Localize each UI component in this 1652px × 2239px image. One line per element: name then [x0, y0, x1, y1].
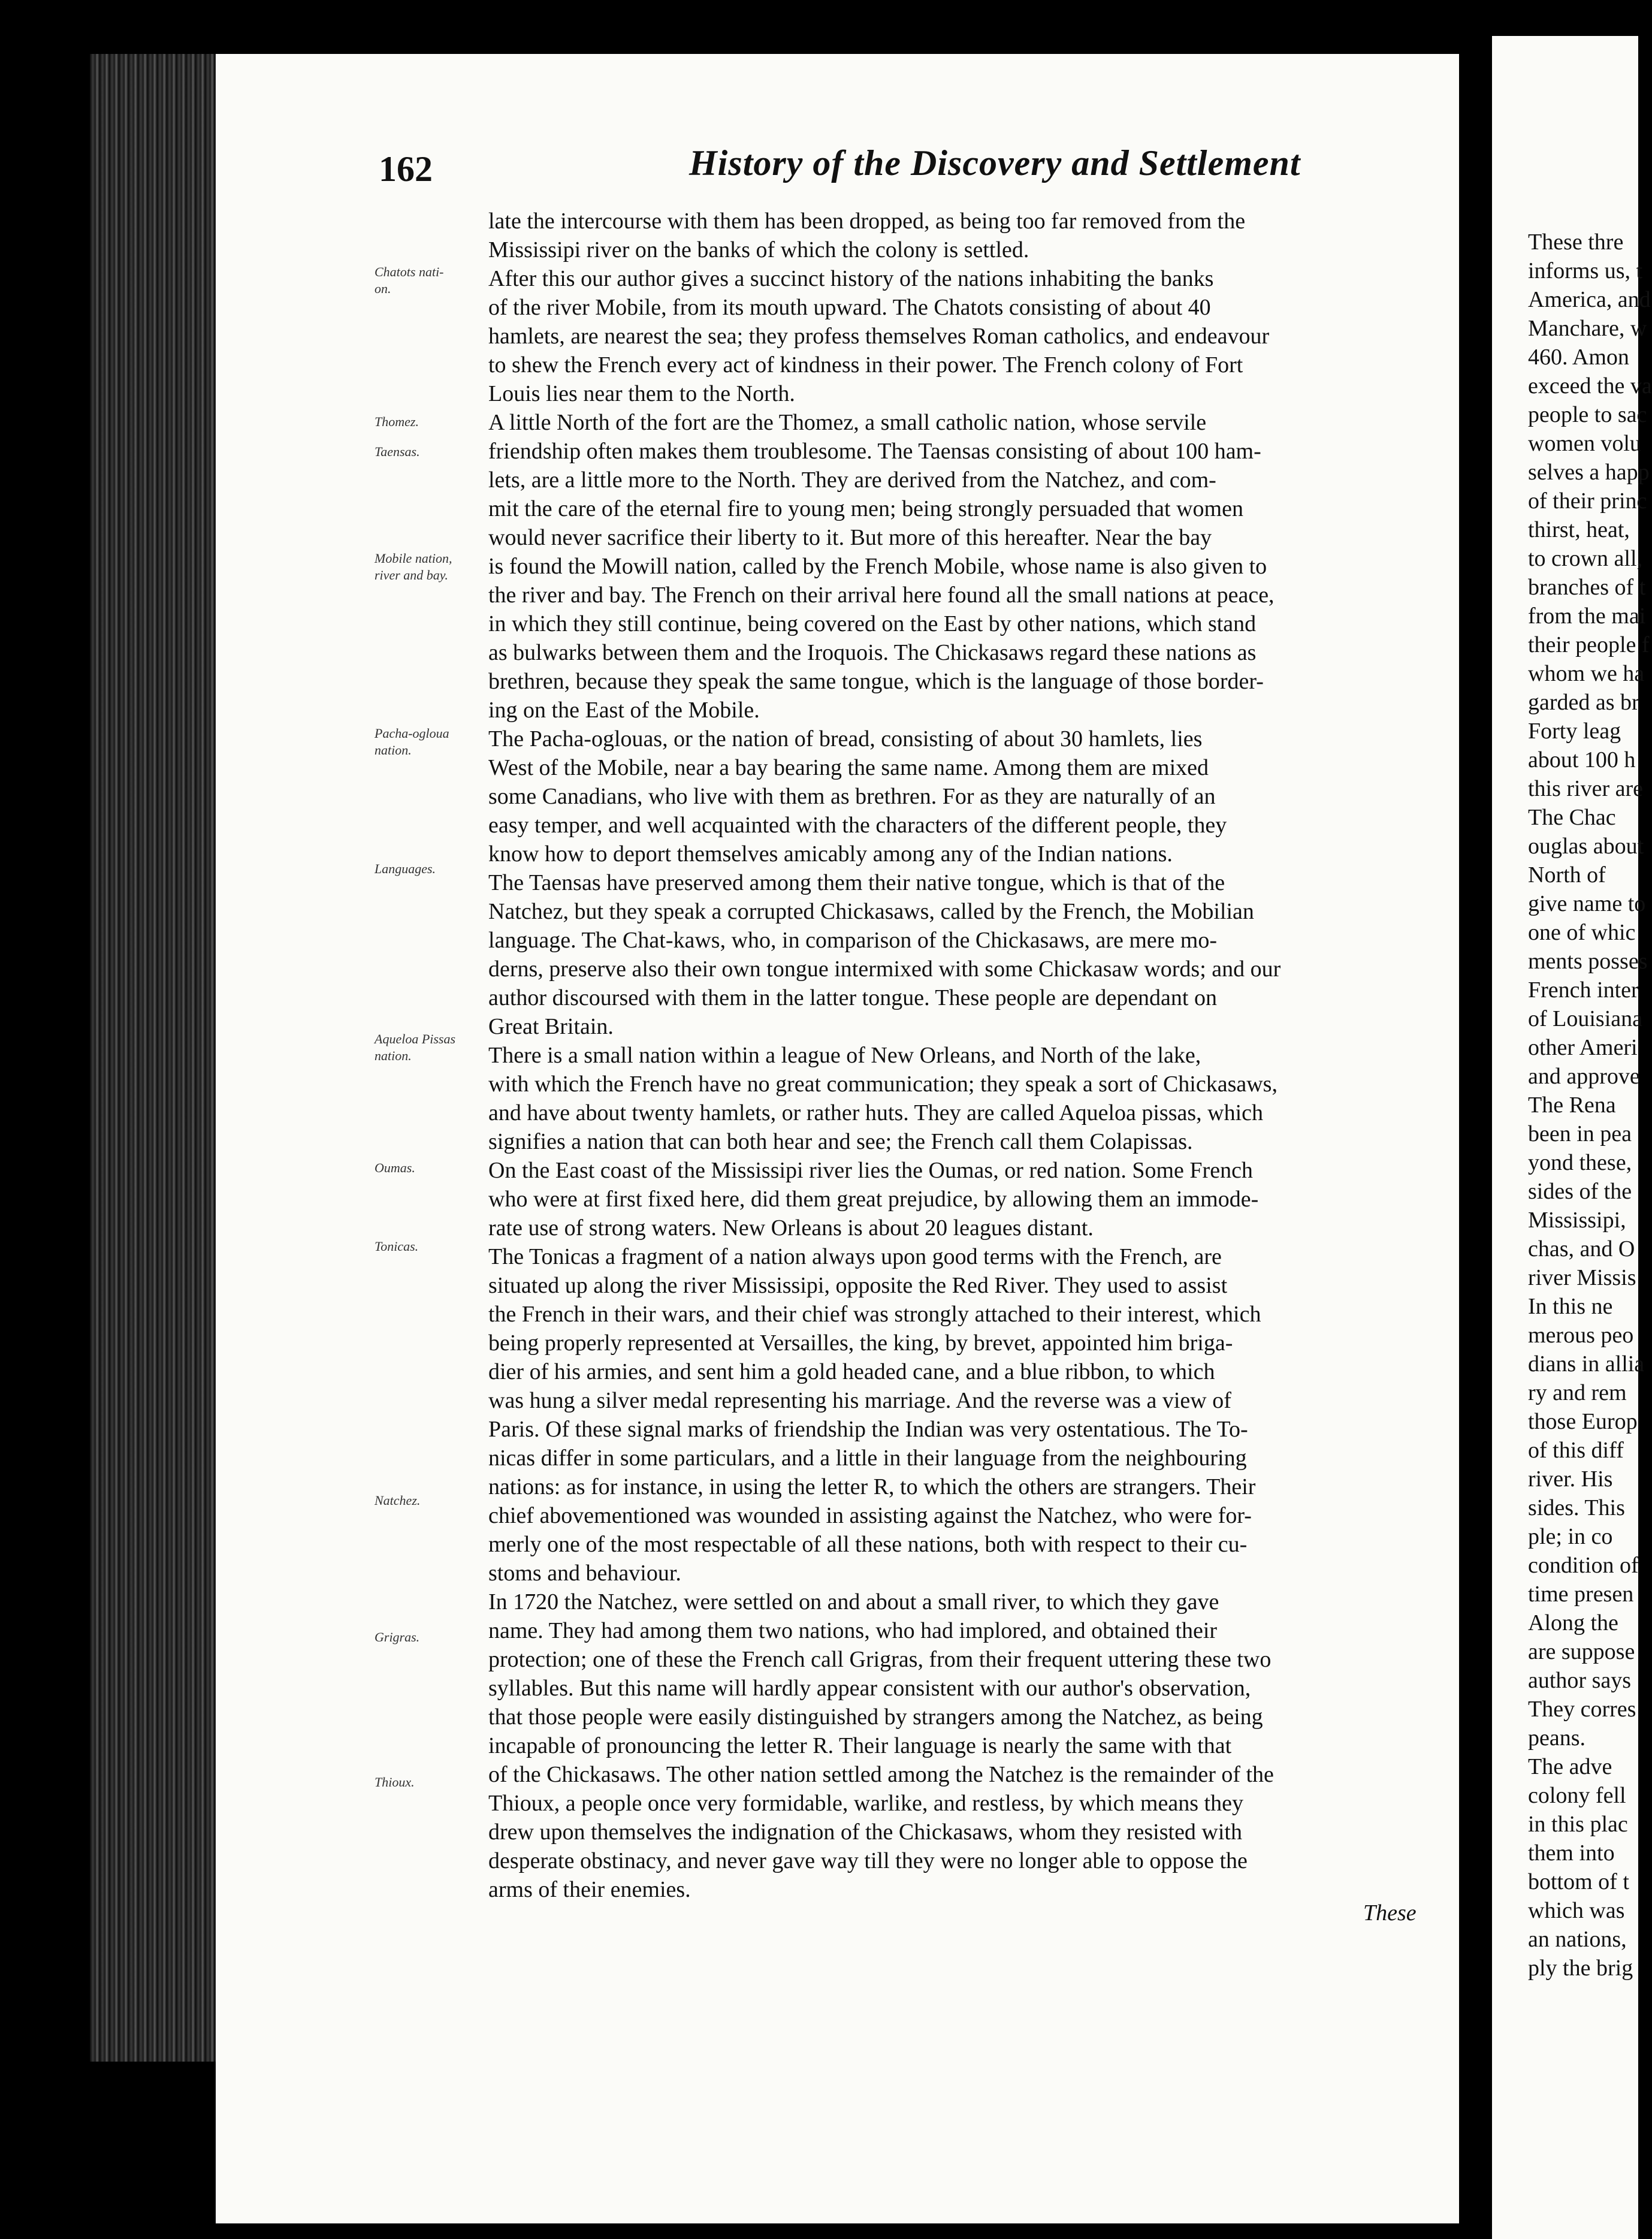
- right-text-line: river. His: [1528, 1466, 1613, 1492]
- right-text-line: exceed the va: [1528, 373, 1652, 399]
- text-line: is found the Mowill nation, called by the French Mobile, whose name is also given to: [488, 554, 1267, 579]
- text-line: being properly represented at Versailles, the king, by brevet, appointed him briga-: [488, 1330, 1233, 1356]
- text-line: derns, preserve also their own tongue intermixed with some Chickasaw words; and our: [488, 956, 1281, 982]
- right-text-line: them into: [1528, 1840, 1615, 1866]
- text-line: desperate obstinacy, and never gave way till they were no longer able to oppose the: [488, 1848, 1248, 1873]
- right-text-line: river Missis: [1528, 1265, 1636, 1290]
- running-head: History of the Discovery and Settlement: [689, 143, 1301, 183]
- text-line: who were at first fixed here, did them great prejudice, by allowing them an immode-: [488, 1187, 1259, 1212]
- book-edge: [90, 54, 219, 2062]
- text-line: dier of his armies, and sent him a gold headed cane, and a blue ribbon, to which: [488, 1359, 1215, 1384]
- right-text-line: ouglas about: [1528, 834, 1644, 859]
- margin-note-oumas: Oumas.: [375, 1160, 415, 1175]
- right-text-line: 460. Amon: [1528, 345, 1629, 370]
- text-line: late the intercourse with them has been dropped, as being too far removed from the: [488, 209, 1246, 234]
- page-number: 162: [379, 149, 433, 189]
- right-text-line: give name to: [1528, 891, 1646, 916]
- right-text-line: merous peo: [1528, 1323, 1634, 1348]
- right-text-line: ry and rem: [1528, 1380, 1627, 1405]
- right-text-line: Mississipi,: [1528, 1208, 1626, 1233]
- text-line: chief abovementioned was wounded in assisting against the Natchez, who were for-: [488, 1503, 1252, 1528]
- text-line: rate use of strong waters. New Orleans is about 20 leagues distant.: [488, 1215, 1094, 1241]
- right-text-line: garded as br: [1528, 690, 1639, 715]
- text-line: was hung a silver medal representing his marriage. And the reverse was a view of: [488, 1388, 1231, 1413]
- text-line: drew upon themselves the indignation of the Chickasaws, whom they resisted with: [488, 1819, 1242, 1845]
- right-text-line: those Europ: [1528, 1409, 1638, 1434]
- right-text-line: people to sac: [1528, 402, 1647, 427]
- text-line: as bulwarks between them and the Iroquois. The Chickasaws regard these nations as: [488, 640, 1257, 665]
- right-text-line: Forty leag: [1528, 719, 1621, 744]
- right-text-line: author says: [1528, 1668, 1632, 1693]
- text-line: Paris. Of these signal marks of friendship the Indian was very ostentatious. The To-: [488, 1417, 1248, 1442]
- text-line: Natchez, but they speak a corrupted Chickasaws, called by the French, the Mobilian: [488, 899, 1254, 924]
- text-line: nations: as for instance, in using the letter R, to which the others are strangers. Their: [488, 1474, 1256, 1499]
- right-text-line: Manchare, w: [1528, 316, 1647, 341]
- right-text-line: of this diff: [1528, 1438, 1624, 1463]
- text-line: Louis lies near them to the North.: [488, 381, 795, 406]
- right-text-line: dians in allia: [1528, 1351, 1645, 1377]
- text-line: of the Chickasaws. The other nation settled among the Natchez is the remainder of the: [488, 1762, 1274, 1787]
- right-text-line: of Louisiana: [1528, 1006, 1643, 1031]
- margin-note-grigras: Grigras.: [375, 1630, 420, 1644]
- text-line: incapable of pronouncing the letter R. Their language is nearly the same with that: [488, 1733, 1232, 1758]
- right-text-line: America, and: [1528, 287, 1651, 312]
- right-text-line: whom we ha: [1528, 661, 1645, 686]
- text-line: A little North of the fort are the Thomez, a small catholic nation, whose servile: [488, 410, 1207, 435]
- right-text-line: French inter: [1528, 977, 1639, 1003]
- text-line: After this our author gives a succinct history of the nations inhabiting the banks: [488, 266, 1214, 291]
- right-text-line: colony fell: [1528, 1783, 1626, 1808]
- right-text-line: an nations,: [1528, 1927, 1627, 1952]
- margin-note-tonicas: Tonicas.: [375, 1239, 419, 1254]
- text-line: Mississipi river on the banks of which the colony is settled.: [488, 237, 1029, 262]
- right-text-line: one of whic: [1528, 920, 1636, 945]
- text-line: some Canadians, who live with them as brethren. For as they are naturally of an: [488, 784, 1216, 809]
- right-text-line: women volu: [1528, 431, 1641, 456]
- text-line: Great Britain.: [488, 1014, 614, 1039]
- text-line: author discoursed with them in the latter tongue. These people are dependant on: [488, 985, 1217, 1010]
- right-text-line: The Chac: [1528, 805, 1616, 830]
- right-text-line: selves a happ: [1528, 460, 1650, 485]
- right-text-line: been in pea: [1528, 1121, 1632, 1146]
- right-text-line: in this plac: [1528, 1812, 1628, 1837]
- margin-note-natchez: Natchez.: [375, 1493, 421, 1508]
- text-line: of the river Mobile, from its mouth upward. The Chatots consisting of about 40: [488, 295, 1211, 320]
- right-text-line: In this ne: [1528, 1294, 1613, 1319]
- text-line: to shew the French every act of kindness in their power. The French colony of Fort: [488, 352, 1243, 378]
- right-text-line: of their princ: [1528, 488, 1647, 514]
- text-line: and have about twenty hamlets, or rather huts. They are called Aqueloa pissas, which: [488, 1100, 1264, 1125]
- text-line: protection; one of these the French call Grigras, from their frequent uttering these two: [488, 1647, 1272, 1672]
- right-text-line: this river are: [1528, 776, 1644, 801]
- right-text-line: ple; in co: [1528, 1524, 1613, 1549]
- catchword: These: [1363, 1900, 1417, 1926]
- text-line: ing on the East of the Mobile.: [488, 698, 760, 723]
- text-line: signifies a nation that can both hear and see; the French call them Colapissas.: [488, 1129, 1193, 1154]
- text-line: brethren, because they speak the same tongue, which is the language of those border-: [488, 669, 1264, 694]
- right-text-line: condition of: [1528, 1553, 1639, 1578]
- margin-note-thomez: Thomez.: [375, 414, 419, 429]
- text-line: Thioux, a people once very formidable, warlike, and restless, by which means they: [488, 1791, 1243, 1816]
- margin-note-mobile: Mobile nation, river and bay.: [375, 551, 452, 583]
- text-line: The Pacha-oglouas, or the nation of bread, consisting of about 30 hamlets, lies: [488, 726, 1203, 752]
- right-text-line: are suppose: [1528, 1639, 1635, 1664]
- right-text-line: The Rena: [1528, 1093, 1616, 1118]
- text-line: The Taensas have preserved among them their native tongue, which is that of the: [488, 870, 1225, 895]
- text-line: in which they still continue, being covered on the East by other nations, which stand: [488, 611, 1257, 636]
- text-line: friendship often makes them troublesome. The Taensas consisting of about 100 ham-: [488, 439, 1261, 464]
- text-line: the French in their wars, and their chief was strongly attached to their interest, which: [488, 1302, 1261, 1327]
- text-line: There is a small nation within a league of New Orleans, and North of the lake,: [488, 1043, 1201, 1068]
- right-text-line: branches of t: [1528, 575, 1646, 600]
- text-line: lets, are a little more to the North. They are derived from the Natchez, and com-: [488, 467, 1216, 493]
- right-text-line: their people f: [1528, 632, 1650, 657]
- text-line: syllables. But this name will hardly appear consistent with our author's observation,: [488, 1676, 1251, 1701]
- text-line: merly one of the most respectable of all these nations, both with respect to their cu-: [488, 1532, 1248, 1557]
- text-line: would never sacrifice their liberty to it. But more of this hereafter. Near the bay: [488, 525, 1212, 550]
- right-text-line: chas, and O: [1528, 1236, 1635, 1262]
- text-line: nicas differ in some particulars, and a little in their language from the neighbouring: [488, 1446, 1247, 1471]
- right-text-line: other Ameri: [1528, 1035, 1638, 1060]
- right-text-line: These thre: [1528, 230, 1624, 255]
- text-line: easy temper, and well acquainted with the characters of the different people, they: [488, 813, 1227, 838]
- text-line: West of the Mobile, near a bay bearing the same name. Among them are mixed: [488, 755, 1209, 780]
- text-line: hamlets, are nearest the sea; they profess themselves Roman catholics, and endeavour: [488, 324, 1270, 349]
- text-line: In 1720 the Natchez, were settled on and about a small river, to which they gave: [488, 1589, 1219, 1615]
- text-line: stoms and behaviour.: [488, 1561, 681, 1586]
- margin-note-chatots: Chatots nati- on.: [375, 264, 444, 296]
- text-line: The Tonicas a fragment of a nation always upon good terms with the French, are: [488, 1244, 1222, 1269]
- page-gutter: [1459, 0, 1492, 2239]
- right-text-line: about 100 h: [1528, 747, 1636, 773]
- right-text-line: North of: [1528, 862, 1606, 888]
- text-line: arms of their enemies.: [488, 1877, 691, 1902]
- text-line: the river and bay. The French on their arrival here found all the small nations at peace,: [488, 583, 1275, 608]
- right-text-line: which was: [1528, 1898, 1625, 1923]
- right-text-line: peans.: [1528, 1725, 1586, 1751]
- right-text-line: Along the: [1528, 1610, 1618, 1636]
- margin-note-taensas: Taensas.: [375, 444, 420, 459]
- text-line: with which the French have no great communication; they speak a sort of Chickasaws,: [488, 1072, 1277, 1097]
- text-line: On the East coast of the Mississipi river lies the Oumas, or red nation. Some French: [488, 1158, 1253, 1183]
- right-text-line: yond these,: [1528, 1150, 1632, 1175]
- right-text-line: from the mai: [1528, 603, 1646, 629]
- margin-note-aqueloa: Aqueloa Pissas nation.: [375, 1031, 456, 1063]
- right-text-line: The adve: [1528, 1754, 1612, 1779]
- right-text-line: They corres: [1528, 1697, 1636, 1722]
- text-line: language. The Chat-kaws, who, in comparison of the Chickasaws, are mere mo-: [488, 928, 1217, 953]
- text-line: name. They had among them two nations, who had implored, and obtained their: [488, 1618, 1218, 1643]
- right-text-line: informs us, t: [1528, 258, 1643, 283]
- right-text-line: sides. This: [1528, 1495, 1625, 1520]
- text-line: mit the care of the eternal fire to young men; being strongly persuaded that women: [488, 496, 1243, 521]
- right-text-line: to crown all,: [1528, 546, 1643, 571]
- text-line: situated up along the river Mississipi, opposite the Red River. They used to assist: [488, 1273, 1228, 1298]
- right-text-line: bottom of t: [1528, 1869, 1629, 1894]
- text-line: that those people were easily distinguished by strangers among the Natchez, as being: [488, 1704, 1263, 1730]
- margin-note-thioux: Thioux.: [375, 1775, 415, 1790]
- right-text-line: sides of the: [1528, 1179, 1632, 1204]
- right-text-line: and approve: [1528, 1064, 1640, 1089]
- margin-note-pacha-ogloua: Pacha-ogloua nation.: [375, 726, 449, 758]
- right-text-line: ments posses: [1528, 949, 1648, 974]
- margin-note-languages: Languages.: [375, 861, 436, 876]
- right-text-line: thirst, heat,: [1528, 517, 1630, 542]
- text-line: know how to deport themselves amicably among any of the Indian nations.: [488, 841, 1173, 867]
- right-text-line: time presen: [1528, 1582, 1634, 1607]
- right-text-line: ply the brig: [1528, 1956, 1633, 1981]
